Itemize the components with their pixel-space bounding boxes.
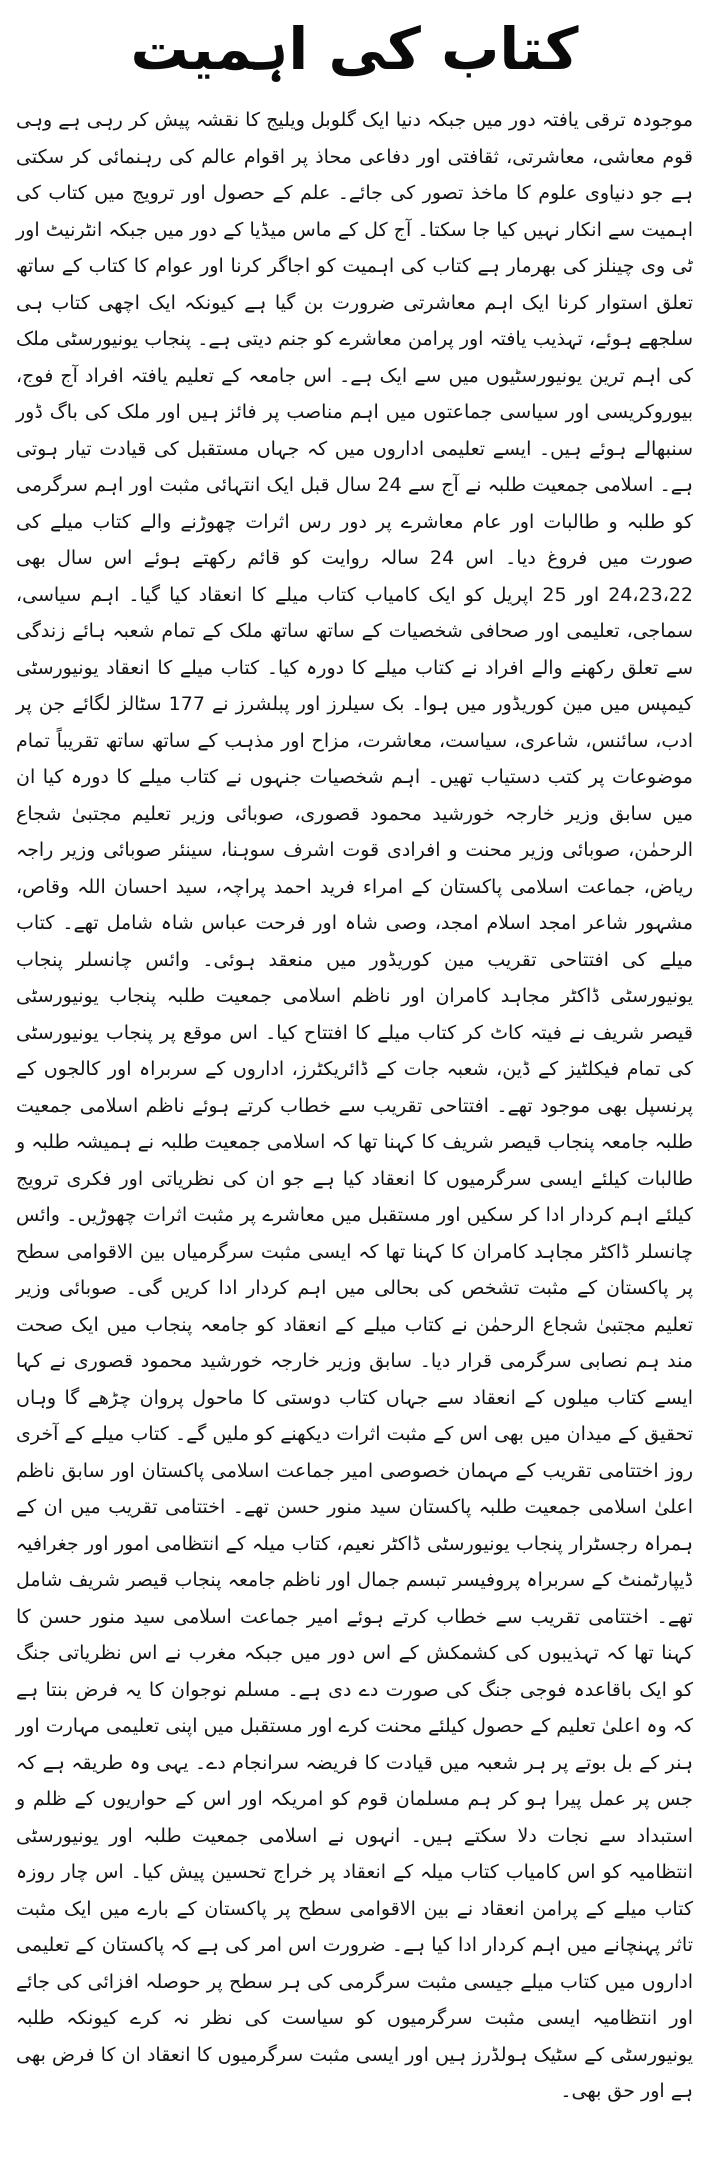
article-title: کتاب کی اہمیت: [130, 15, 579, 83]
article-body: موجودہ ترقی یافتہ دور میں جبکہ دنیا ایک گلوبل ویلیج کا نقشہ پیش کر رہی ہے وہی قوم معاشی، معاشرتی، ثقافتی اور دفاعی محاذ پر اقوام عالم کی رہنمائی کر سکتی ہے جو دنیاوی علوم کا ماخذ تصور کی جائے۔ علم کے حصول اور ترویج میں کتاب کی اہمیت سے انکار نہیں کیا جا سکتا۔ آج کل کے ماس میڈیا کے دور میں جبکہ انٹرنیٹ اور ٹی وی چینلز کی بھرمار ہے کتاب کی اہمیت کو اجاگر کرنا اور عوام کا کتاب کے ساتھ تعلق استوار کرنا ایک اہم معاشرتی ضرورت بن گیا ہے کیونکہ ایک اچھی کتاب ہی سلجھے ہوئے، تہذیب یافتہ اور پرامن معاشرے کو جنم دیتی ہے۔ پنجاب یونیورسٹی ملک کی اہم ترین یونیورسٹیوں میں سے ایک ہے۔ اس جامعہ کے تعلیم یافتہ افراد آج فوج، بیوروکریسی اور سیاسی جماعتوں میں اہم مناصب پر فائز ہیں اور ملک کی باگ ڈور سنبھالے ہوئے ہیں۔ ایسے تعلیمی اداروں میں کہ جہاں مستقبل کی قیادت تیار ہوتی ہے۔ اسلامی جمعیت طلبہ نے آج سے 24 سال قبل ایک انتہائی مثبت اور اہم سرگرمی کو طلبہ و طالبات اور عام معاشرے پر دور رس اثرات چھوڑنے والے کتاب میلے کی صورت میں فروغ دیا۔ اس 24 سالہ روایت کو قائم رکھتے ہوئے اس سال بھی 24،23،22 اور 25 اپریل کو ایک کامیاب کتاب میلے کا انعقاد کیا گیا۔ اہم سیاسی، سماجی، تعلیمی اور صحافی شخصیات کے ساتھ ساتھ ملک کے تمام شعبہ ہائے زندگی سے تعلق رکھنے والے افراد نے کتاب میلے کا دورہ کیا۔ کتاب میلے کا انعقاد یونیورسٹی کیمپس میں مین کوریڈور میں ہوا۔ بک سیلرز اور پبلشرز نے 177 سٹالز لگائے جن پر ادب، سائنس، شاعری، سیاست، معاشرت، مزاح اور مذہب کے ساتھ ساتھ تقریباً تمام موضوعات پر کتب دستیاب تھیں۔ اہم شخصیات جنہوں نے کتاب میلے کا دورہ کیا ان میں سابق وزیر خارجہ خورشید محمود قصوری، صوبائی وزیر تعلیم مجتبیٰ شجاع الرحمٰن، صوبائی وزیر محنت و افرادی قوت اشرف سوہنا، سینئر صوبائی وزیر راجہ ریاض، جماعت اسلامی پاکستان کے امراء فرید احمد پراچہ، سید احسان اللہ وقاص، مشہور شاعر امجد اسلام امجد، وصی شاہ اور فرحت عباس شاہ شامل تھے۔ کتاب میلے کی افتتاحی تقریب مین کوریڈور میں منعقد ہوئی۔ وائس چانسلر پنجاب یونیورسٹی ڈاکٹر مجاہد کامران اور ناظم اسلامی جمعیت طلبہ پنجاب یونیورسٹی قیصر شریف نے فیتہ کاٹ کر کتاب میلے کا افتتاح کیا۔ اس موقع پر پنجاب یونیورسٹی کی تمام فیکلٹیز کے ڈین، شعبہ جات کے ڈائریکٹرز، اداروں کے سربراہ اور کالجوں کے پرنسپل بھی موجود تھے۔ افتتاحی تقریب سے خطاب کرتے ہوئے ناظم اسلامی جمعیت طلبہ جامعہ پنجاب قیصر شریف کا کہنا تھا کہ اسلامی جمعیت طلبہ نے ہمیشہ طلبہ و طالبات کیلئے ایسی سرگرمیوں کا انعقاد کیا ہے جو ان کی نظریاتی اور فکری ترویج کیلئے اہم کردار ادا کر سکیں اور مستقبل میں معاشرے پر مثبت اثرات چھوڑیں۔ وائس چانسلر ڈاکٹر مجاہد کامران کا کہنا تھا کہ ایسی مثبت سرگرمیاں بین الاقوامی سطح پر پاکستان کے مثبت تشخص کی بحالی میں اہم کردار ادا کریں گی۔ صوبائی وزیر تعلیم مجتبیٰ شجاع الرحمٰن نے کتاب میلے کے انعقاد کو جامعہ پنجاب میں ایک صحت مند ہم نصابی سرگرمی قرار دیا۔ سابق وزیر خارجہ خورشید محمود قصوری نے کہا ایسے کتاب میلوں کے انعقاد سے جہاں کتاب دوستی کا ماحول پروان چڑھے گا وہاں تحقیق کے میدان میں بھی اس کے مثبت اثرات دیکھنے کو ملیں گے۔ کتاب میلے کے آخری روز اختتامی تقریب کے مہمان خصوصی امیر جماعت اسلامی پاکستان اور سابق ناظم اعلیٰ اسلامی جمعیت طلبہ پاکستان سید منور حسن تھے۔ اختتامی تقریب میں ان کے ہمراہ رجسٹرار پنجاب یونیورسٹی ڈاکٹر نعیم، کتاب میلہ کے انتظامی امور اور جغرافیہ ڈیپارٹمنٹ کے سربراہ پروفیسر تبسم جمال اور ناظم جامعہ پنجاب قیصر شریف شامل تھے۔ اختتامی تقریب سے خطاب کرتے ہوئے امیر جماعت اسلامی سید منور حسن کا کہنا تھا کہ تہذیبوں کی کشمکش کے اس دور میں جبکہ مغرب نے اس نظریاتی جنگ کو ایک باقاعدہ فوجی جنگ کی صورت دے دی ہے۔ مسلم نوجوان کا یہ فرض بنتا ہے کہ وہ اعلیٰ تعلیم کے حصول کیلئے محنت کرے اور مستقبل میں اپنی تعلیمی مہارت اور ہنر کے بل بوتے پر ہر شعبہ میں قیادت کا فریضہ سرانجام دے۔ یہی وہ طریقہ ہے کہ جس پر عمل پیرا ہو کر ہم مسلمان قوم کو امریکہ اور اس کے حواریوں کے ظلم و استبداد سے نجات دلا سکتے ہیں۔ انہوں نے اسلامی جمعیت طلبہ اور یونیورسٹی انتظامیہ کو اس کامیاب کتاب میلہ کے انعقاد پر خراج تحسین پیش کیا۔ اس چار روزہ کتاب میلے کے پرامن انعقاد نے بین الاقوامی سطح پر پاکستان کے بارے میں ایک مثبت تاثر پہنچانے میں اہم کردار ادا کیا ہے۔ ضرورت اس امر کی ہے کہ پاکستان کے تعلیمی اداروں میں کتاب میلے جیسی مثبت سرگرمی کی ہر سطح پر حوصلہ افزائی کی جائے اور انتظامیہ ایسی مثبت سرگرمیوں کو سیاست کی نظر نہ کرے کیونکہ طلبہ یونیورسٹی کے سٹیک ہولڈرز ہیں اور ایسی مثبت سرگرمیوں کا انعقاد ان کا فرض بھی ہے اور حق بھی۔: [16, 109, 693, 2102]
